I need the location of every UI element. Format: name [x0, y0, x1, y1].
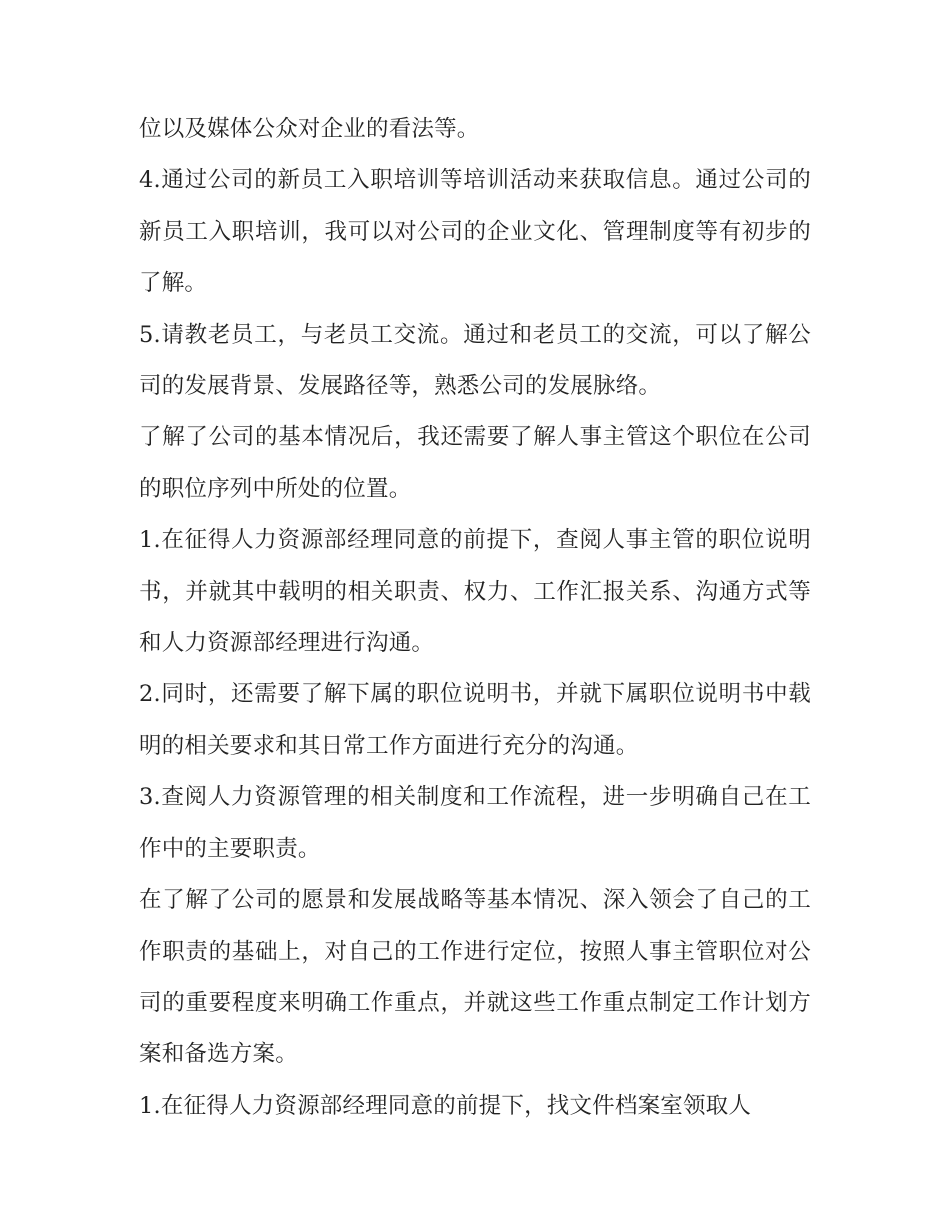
paragraph: 了解了公司的基本情况后，我还需要了解人事主管这个职位在公司的职位序列中所处的位置。 — [139, 424, 811, 502]
paragraph: 3.查阅人力资源管理的相关制度和工作流程，进一步明确自己在工作中的主要职责。 — [139, 784, 811, 862]
paragraph: 1.在征得人力资源部经理同意的前提下，查阅人事主管的职位说明书，并就其中载明的相关职责、权力、工作汇报关系、沟通方式等和人力资源部经理进行沟通。 — [139, 527, 811, 657]
paragraph: 5.请教老员工，与老员工交流。通过和老员工的交流，可以了解公司的发展背景、发展路径等，熟悉公司的发展脉络。 — [139, 321, 811, 400]
paragraph: 1.在征得人力资源部经理同意的前提下，找文件档案室领取人 — [139, 1092, 752, 1119]
document-body — [139, 104, 811, 1132]
paragraph: 2.同时，还需要了解下属的职位说明书，并就下属职位说明书中载明的相关要求和其日常工作方面进行充分的沟通。 — [139, 681, 811, 759]
paragraph: 4.通过公司的新员工入职培训等培训活动来获取信息。通过公司的新员工入职培训，我可以对公司的企业文化、管理制度等有初步的了解。 — [139, 167, 811, 297]
paragraph: 位以及媒体公众对企业的看法等。 — [139, 116, 480, 142]
paragraph: 在了解了公司的愿景和发展战略等基本情况、深入领会了自己的工作职责的基础上，对自己的工作进行定位，按照人事主管职位对公司的重要程度来明确工作重点，并就这些工作重点制定工作计划方案和备选方案。 — [139, 887, 811, 1068]
